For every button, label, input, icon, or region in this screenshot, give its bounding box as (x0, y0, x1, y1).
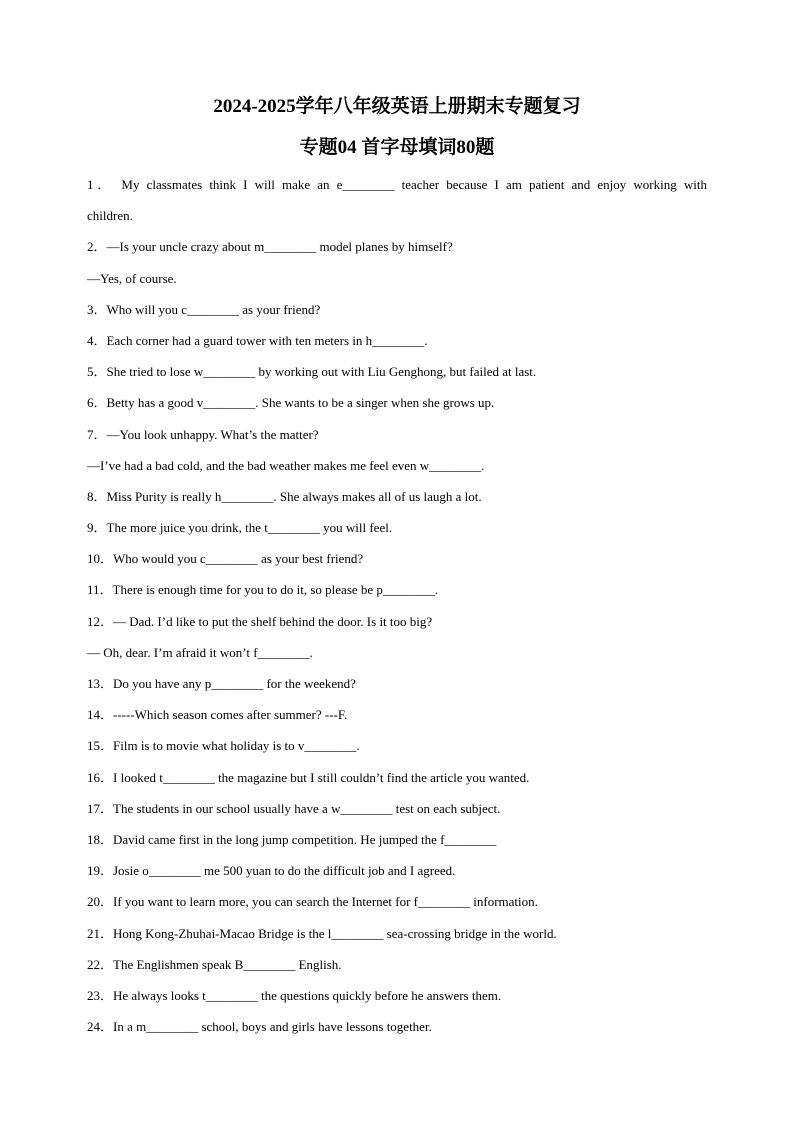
document-title: 2024-2025学年八年级英语上册期末专题复习 (213, 96, 581, 117)
question-line: 24．In a m________ school, boys and girls have lessons together. (87, 1019, 432, 1035)
question-line: 19．Josie o________ me 500 yuan to do the difficult job and I agreed. (87, 863, 456, 879)
question-line: 12．— Dad. I’d like to put the shelf behind the door. Is it too big? (87, 613, 433, 629)
question-line: 21．Hong Kong-Zhuhai-Macao Bridge is the l________ sea-crossing bridge in the world. (87, 925, 557, 941)
question-line: 14．-----Which season comes after summer? ---F. (87, 707, 348, 723)
question-line: children. (87, 208, 133, 224)
question-line: 9．The more juice you drink, the t________ you will feel. (87, 520, 393, 536)
question-line: 6．Betty has a good v________. She wants to be a singer when she grows up. (87, 395, 495, 411)
question-line: 20．If you want to learn more, you can search the Internet for f________ information. (87, 894, 538, 910)
question-line: 17．The students in our school usually have a w________ test on each subject. (87, 800, 501, 816)
question-line: — Oh, dear. I’m afraid it won’t f________. (87, 644, 313, 660)
document-subtitle: 专题04 首字母填词80题 (299, 137, 495, 158)
question-line: 7．—You look unhappy. What’s the matter? (87, 426, 319, 442)
question-line: 4．Each corner had a guard tower with ten meters in h________. (87, 332, 428, 348)
question-line: 3．Who will you c________ as your friend? (87, 301, 321, 317)
question-line: 2．—Is your uncle crazy about m________ model planes by himself? (87, 239, 453, 255)
question-line: 13．Do you have any p________ for the weekend? (87, 676, 356, 691)
question-line: 5．She tried to lose w________ by working out with Liu Genghong, but failed at last. (87, 364, 537, 380)
question-line: 8．Miss Purity is really h________. She always makes all of us laugh a lot. (87, 488, 482, 504)
question-line: —Yes, of course. (87, 270, 177, 286)
question-line: 22．The Englishmen speak B________ English. (87, 956, 342, 972)
question-list (87, 172, 707, 1045)
question-line: 18．David came first in the long jump competition. He jumped the f________ (87, 831, 497, 847)
question-line: 11．There is enough time for you to do it, so please be p________. (87, 582, 439, 598)
question-line: 16．I looked t________ the magazine but I still couldn’t find the article you wanted. (87, 769, 530, 785)
question-line: 10．Who would you c________ as your best friend? (87, 551, 364, 567)
question-line: 1． My classmates think I will make an e________ teacher because I am patient and enjoy working with (87, 177, 707, 192)
question-line: —I’ve had a bad cold, and the bad weather makes me feel even w________. (87, 457, 485, 473)
question-line: 23．He always looks t________ the questions quickly before he answers them. (87, 987, 502, 1003)
question-line: 15．Film is to movie what holiday is to v________. (87, 738, 360, 754)
